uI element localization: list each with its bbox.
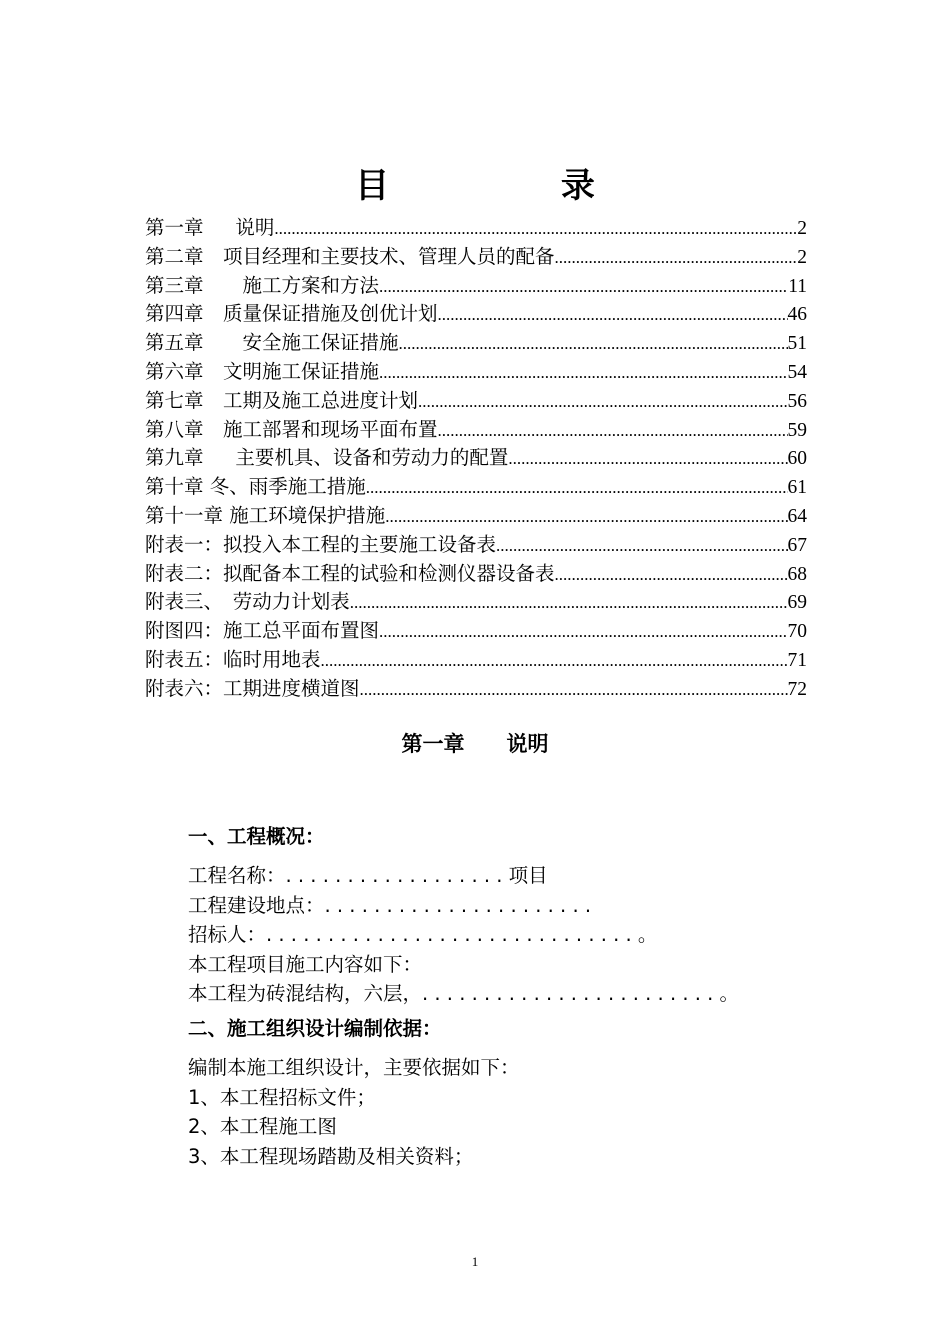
toc-entry[interactable] xyxy=(145,212,807,241)
toc-entry[interactable] xyxy=(145,500,807,529)
toc-entry[interactable] xyxy=(145,385,807,414)
toc-entry-page: 60 xyxy=(787,448,807,470)
toc-entry[interactable] xyxy=(145,270,807,299)
toc-entry-label: 第三章 施工方案和方法 xyxy=(145,273,380,297)
toc-entry-label: 第八章 施工部署和现场平面布置 xyxy=(145,417,438,441)
toc-entry[interactable] xyxy=(145,414,807,443)
toc-entry[interactable] xyxy=(145,241,807,270)
toc-entry-page: 54 xyxy=(787,361,807,383)
toc-entry-label: 附表五：临时用地表 xyxy=(145,647,321,671)
toc-entry-label: 第一章 说明 xyxy=(145,216,275,239)
toc-entry-page: 69 xyxy=(787,592,807,614)
toc-entry[interactable] xyxy=(145,298,807,327)
toc-entry-page: 56 xyxy=(787,390,807,412)
page-number: 1 xyxy=(471,1254,479,1269)
toc-leader-dots xyxy=(385,507,787,527)
toc-leader-dots xyxy=(321,651,788,671)
toc-entry[interactable] xyxy=(145,615,807,644)
toc-entry-page: 2 xyxy=(797,218,807,239)
toc-entry-page: 72 xyxy=(787,678,807,700)
toc-entry[interactable] xyxy=(145,471,807,500)
toc-leader-dots xyxy=(379,277,788,297)
section-heading: 一、工程概况： xyxy=(188,825,325,848)
body-line: 本工程为砖混结构，六层，. . . . . . . . . . . . . . . . . . . . . . . . 。 xyxy=(188,982,740,1005)
toc-entry[interactable] xyxy=(145,558,807,587)
toc-entry[interactable] xyxy=(145,327,807,356)
toc-leader-dots xyxy=(379,622,787,642)
toc-leader-dots xyxy=(366,478,788,498)
toc-entry-label: 附表六：工期进度横道图 xyxy=(145,676,360,700)
toc-entry-page: 2 xyxy=(797,246,807,268)
toc-entry-label: 附表一：拟投入本工程的主要施工设备表 xyxy=(145,532,497,556)
body-line: 1、本工程招标文件； xyxy=(188,1085,376,1109)
toc-entry-label: 第十一章 施工环境保护措施 xyxy=(145,503,386,527)
toc-leader-dots xyxy=(360,680,788,700)
toc-entry-label: 第七章 工期及施工总进度计划 xyxy=(145,388,419,412)
toc-entry[interactable] xyxy=(145,356,807,385)
toc-leader-dots xyxy=(438,305,788,325)
toc-entry-label: 第六章 文明施工保证措施 xyxy=(145,359,380,383)
toc-leader-dots xyxy=(379,363,787,383)
body-line: 本工程项目施工内容如下： xyxy=(188,952,423,976)
toc-entry-page: 51 xyxy=(787,333,807,355)
toc-entry-page: 61 xyxy=(787,477,807,499)
toc-entry-page: 71 xyxy=(787,649,807,671)
toc-entry-label: 附表三、 劳动力计划表 xyxy=(145,590,350,614)
body-line: 招标人：. . . . . . . . . . . . . . . . . . . . . . . . . . . . . . 。 xyxy=(188,923,658,946)
toc-entry[interactable] xyxy=(145,529,807,558)
section-body xyxy=(188,861,828,1009)
body-line: 编制本施工组织设计，主要依据如下： xyxy=(188,1056,520,1079)
toc-leader-dots xyxy=(496,536,787,556)
body-line: 工程建设地点：. . . . . . . . . . . . . . . . . . . . . . xyxy=(188,893,592,917)
toc-entry-label: 第十章 冬、雨季施工措施 xyxy=(145,475,366,499)
toc-leader-dots xyxy=(555,565,788,585)
section-heading: 二、施工组织设计编制依据： xyxy=(188,1017,442,1040)
toc-entry-label: 第五章 安全施工保证措施 xyxy=(145,331,399,355)
toc-entry-page: 11 xyxy=(788,275,807,297)
toc-leader-dots xyxy=(350,593,788,613)
toc-leader-dots xyxy=(399,334,788,354)
table-of-contents xyxy=(145,212,807,702)
toc-leader-dots xyxy=(555,248,798,268)
toc-entry-page: 68 xyxy=(787,563,807,585)
toc-entry[interactable] xyxy=(145,586,807,615)
toc-entry-label: 第四章 质量保证措施及创优计划 xyxy=(145,302,438,326)
toc-entry-label: 附表二：拟配备本工程的试验和检测仪器设备表 xyxy=(145,561,555,585)
toc-entry-label: 附图四：施工总平面布置图 xyxy=(145,619,380,643)
toc-leader-dots xyxy=(438,421,788,441)
toc-entry-page: 46 xyxy=(787,304,807,326)
toc-entry-label: 第九章 主要机具、设备和劳动力的配置 xyxy=(145,446,509,470)
toc-entry-page: 70 xyxy=(787,621,807,643)
toc-leader-dots xyxy=(274,219,797,239)
toc-entry-page: 59 xyxy=(787,419,807,441)
body-line: 2、本工程施工图 xyxy=(188,1115,337,1138)
toc-leader-dots xyxy=(508,449,787,469)
toc-entry[interactable] xyxy=(145,442,807,471)
toc-entry-label: 第二章 项目经理和主要技术、管理人员的配备 xyxy=(145,244,555,268)
body-line: 3、本工程现场踏勘及相关资料； xyxy=(188,1144,474,1168)
toc-leader-dots xyxy=(418,392,787,412)
toc-entry-page: 64 xyxy=(787,505,807,527)
chapter-heading: 第一章 说明 xyxy=(401,732,549,756)
toc-entry-page: 67 xyxy=(787,534,807,556)
section-body xyxy=(188,1053,828,1171)
toc-entry[interactable] xyxy=(145,644,807,673)
body-line: 工程名称：. . . . . . . . . . . . . . . . . . 项目 xyxy=(188,864,548,887)
toc-entry[interactable] xyxy=(145,673,807,702)
toc-title: 目 录 xyxy=(355,166,675,206)
